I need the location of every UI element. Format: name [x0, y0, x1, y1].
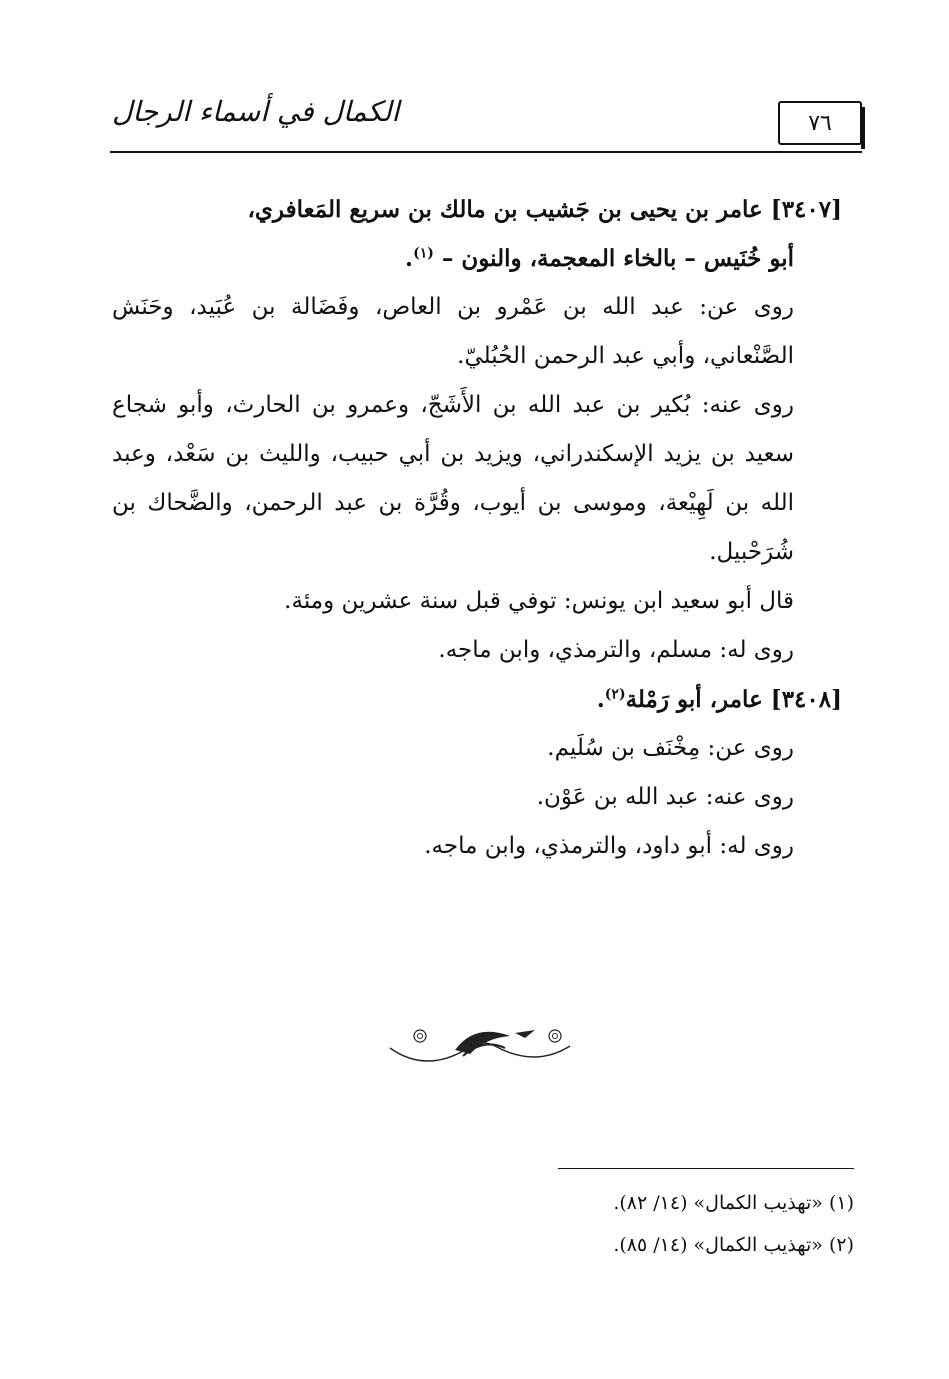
heading-end: .: [596, 686, 605, 713]
footnote-ref-2[interactable]: (٢): [604, 686, 626, 703]
entry-3407-note: قال أبو سعيد ابن يونس: توفي قبل سنة عشرين ومئة.: [284, 588, 794, 614]
main-text: [112, 185, 842, 871]
entry-3407-heading: [112, 185, 842, 283]
entry-3408-heading: [112, 675, 842, 724]
footnote-ref-1[interactable]: (١): [413, 245, 434, 262]
footnote-rule: [558, 1168, 854, 1169]
footnotes: [454, 1182, 854, 1266]
running-title: الكمال في أسماء الرجال: [112, 95, 400, 128]
heading-end: .: [405, 245, 414, 272]
entry-heading-line2: أبو خُنَيس – بالخاء المعجمة، والنون –: [441, 245, 794, 272]
footnote-2: (٢) «تهذيب الكمال» (١٤/ ٨٥).: [613, 1234, 854, 1256]
ornament-divider: [385, 1018, 575, 1068]
header-rule: [110, 151, 862, 153]
page-header: [110, 95, 862, 157]
entry-3407-narrated-by: روى عنه: بُكير بن عبد الله بن الأَشَجّ، وعمرو بن الحارث، وأبو شجاع سعيد بن يزيد الإسكندراني، ويزيد بن أبي حبيب، والليث بن سَعْد، وعبد الله بن لَهِيْعة، وموسى بن أيوب، وقُرَّة بن عبد الرحمن، والضَّحاك بن شُرَحْبيل.: [112, 392, 794, 565]
footnote-1: (١) «تهذيب الكمال» (١٤/ ٨٢).: [613, 1192, 854, 1214]
entry-3408-narrated-from: روى عن: مِخْنَف بن سُلَيم.: [547, 735, 794, 761]
entry-3408-narrated-for: روى له: أبو داود، والترمذي، وابن ماجه.: [424, 833, 794, 859]
entry-3408-narrated-by: روى عنه: عبد الله بن عَوْن.: [536, 784, 794, 810]
entry-heading-line1: [٣٤٠٧] عامر بن يحيى بن جَشيب بن مالك بن سريع المَعافري،: [247, 196, 842, 223]
entry-heading: [٣٤٠٨] عامر، أبو رَمْلة: [625, 686, 842, 713]
entry-3407-narrated-from: روى عن: عبد الله بن عَمْرو بن العاص، وفَضَالة بن عُبَيد، وحَنَش الصَّنْعاني، وأبي عبد الرحمن الحُبُليّ.: [112, 294, 794, 369]
entry-3407-narrated-for: روى له: مسلم، والترمذي، وابن ماجه.: [438, 637, 794, 663]
page-number: ٧٦: [778, 101, 862, 145]
